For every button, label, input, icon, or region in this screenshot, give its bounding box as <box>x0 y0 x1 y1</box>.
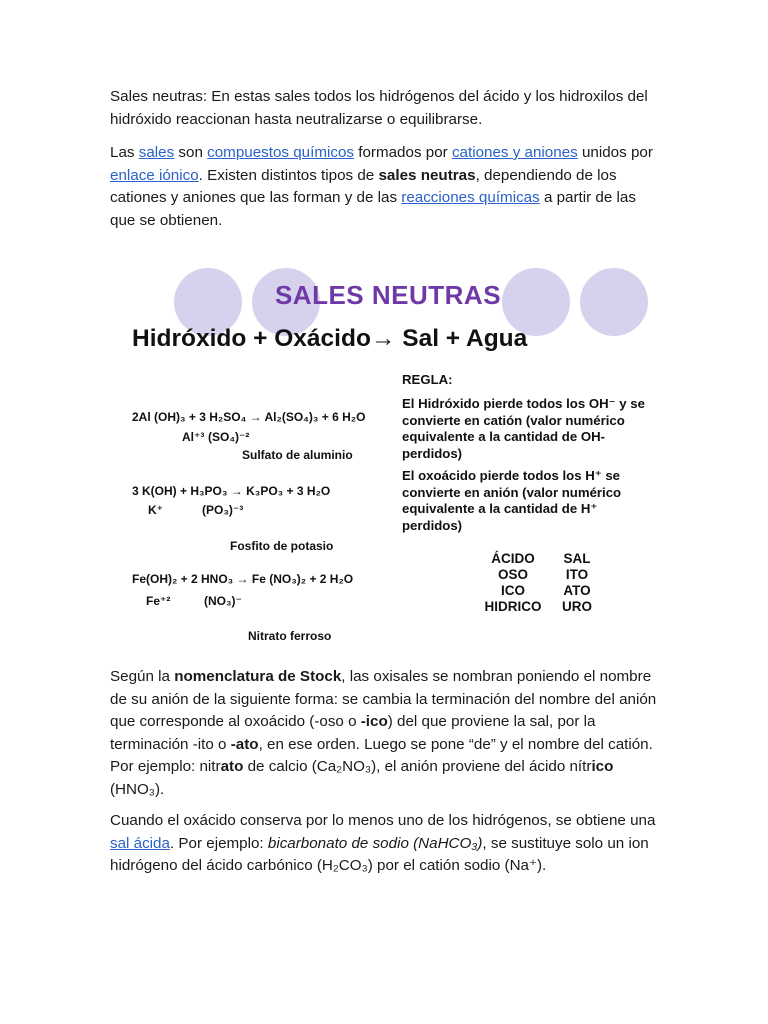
sal-acida-paragraph <box>110 810 662 878</box>
rule-2: El oxoácido pierde todos los H⁺ se convierte en anión (valor numérico equivalente a la cantidad de H⁺ perdidos) <box>402 468 622 533</box>
link-sal-acida[interactable]: sal ácida <box>110 834 170 852</box>
table-cell: ICO <box>500 583 525 598</box>
text: de calcio (Ca₂NO₃), el anión proviene del ácido nítr <box>243 758 592 775</box>
bold-nomenclatura-stock: nomenclatura de Stock <box>174 668 342 685</box>
link-cationes-aniones[interactable]: cationes y aniones <box>451 144 578 161</box>
text: . Existen distintos tipos de <box>198 166 379 184</box>
text: . Por ejemplo: <box>169 834 268 852</box>
link-enlace-ionico[interactable]: enlace iónico <box>110 166 199 184</box>
table-row <box>478 567 606 583</box>
table-cell: HIDRICO <box>484 599 542 614</box>
cation-2: K⁺ <box>148 503 163 517</box>
link-reacciones-quimicas[interactable]: reacciones químicas <box>401 189 540 206</box>
definition-paragraph <box>110 142 662 232</box>
salt-name-1: Sulfato de aluminio <box>242 448 353 462</box>
reaction-3: Fe(OH)₂ + 2 HNO₃ → Fe (NO₃)₂ + 2 H₂O <box>132 572 354 586</box>
anion-2: (PO₃)⁻³ <box>202 503 244 517</box>
text: , se sustituye solo un ion hidrógeno del ácido carbónico (H₂CO₃) por el catión sodio (Na⁺). <box>110 834 649 874</box>
text: unidos por <box>577 144 653 161</box>
table-cell: OSO <box>497 567 528 582</box>
intro-paragraph <box>110 86 662 131</box>
link-compuestos-quimicos[interactable]: compuestos químicos <box>207 144 355 161</box>
text: Las <box>110 144 139 161</box>
sales-neutras-figure <box>108 262 668 658</box>
salt-name-3: Nitrato ferroso <box>248 629 332 643</box>
text: ) del que proviene la sal, por la terminación -ito o <box>110 713 596 753</box>
text: son <box>174 144 208 161</box>
text: formados por <box>354 144 452 161</box>
table-cell: URO <box>562 599 592 614</box>
suffix-table <box>478 551 606 615</box>
bold-sales-neutras: sales neutras <box>378 166 476 184</box>
table-cell: ATO <box>563 583 591 598</box>
general-equation: Hidróxido + Oxácido→ Sal + Agua <box>132 325 528 352</box>
reaction-2: 3 K(OH) + H₃PO₃ → K₃PO₃ + 3 H₂O <box>132 484 331 498</box>
bold-ato: -ato <box>230 735 259 753</box>
text: Cuando el oxácido conserva por lo menos uno de los hidrógenos, se obtiene una <box>110 812 656 829</box>
table-row <box>478 599 606 615</box>
header-acido: ÁCIDO <box>491 551 535 566</box>
bold-ico: -ico <box>360 713 388 730</box>
link-sales[interactable]: sales <box>138 144 175 161</box>
intro-text: Sales neutras: En estas sales todos los hidrógenos del ácido y los hidroxilos del hidróxido reaccionan hasta neutralizarse o equilibrarse. <box>110 88 648 128</box>
table-header-row <box>478 551 606 567</box>
figure-title: SALES NEUTRAS <box>274 280 502 310</box>
table-row <box>478 583 606 599</box>
text: , las oxisales se nombran poniendo el nombre de su anión de la siguiente forma: se cambia la terminación del nombre del anión que corresponde al oxoácido (-oso o <box>110 668 657 730</box>
rule-1: El Hidróxido pierde todos los OH⁻ y se convierte en catión (valor numérico equivalente a la cantidad de OH- perdidos) <box>402 396 645 461</box>
salt-name-2: Fosfito de potasio <box>230 539 334 553</box>
rule-heading: REGLA: <box>402 372 453 387</box>
italic-example: bicarbonato de sodio (NaHCO₃) <box>267 834 483 852</box>
bold-ato-example: ato <box>220 758 244 775</box>
anion-3: (NO₃)⁻ <box>204 594 242 608</box>
header-sal: SAL <box>563 551 591 566</box>
anion-1: (SO₄)⁻² <box>208 430 250 444</box>
text: (HNO₃). <box>110 780 165 798</box>
text: , dependiendo de los cationes y aniones que las forman y de las <box>110 166 617 206</box>
reaction-1: 2Al (OH)₃ + 3 H₂SO₄ → Al₂(SO₄)₃ + 6 H₂O <box>132 410 366 424</box>
text: a partir de las que se obtienen. <box>110 189 636 229</box>
bold-ico-example: ico <box>591 758 614 775</box>
text: Según la <box>110 668 175 685</box>
table-cell: ITO <box>565 567 589 582</box>
cation-3: Fe⁺² <box>146 594 171 608</box>
stock-nomenclature-paragraph <box>110 666 662 801</box>
cation-1: Al⁺³ <box>182 430 205 444</box>
text: , en ese orden. Luego se pone “de” y el nombre del catión. Por ejemplo: nitr <box>110 735 653 775</box>
